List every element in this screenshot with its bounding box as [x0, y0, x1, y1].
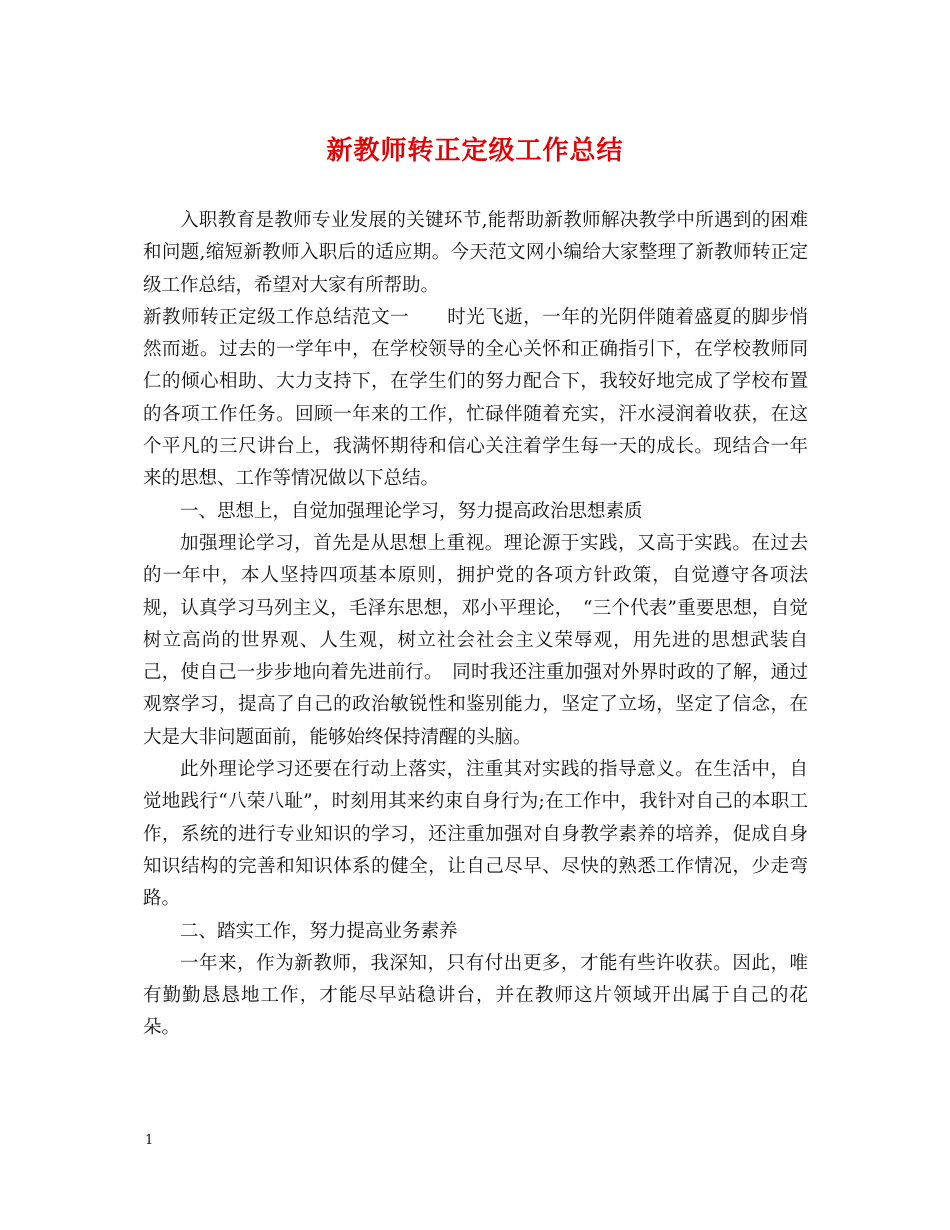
section-heading-two: 二、踏实工作，努力提高业务素养 — [180, 920, 458, 942]
page-number: 1 — [145, 1133, 154, 1148]
document-title: 新教师转正定级工作总结 — [326, 136, 624, 166]
practice-paragraph: 此外理论学习还要在行动上落实，注重其对实践的指导意义。在生活中，自觉地践行“八荣八耻”，时刻用其来约束自身行为;在工作中，我针对自己的本职工作，系统的进行专业知识的学习，还注重加强对自身教学素养的培养，促成自身知识结构的完善和知识体系的健全，让自己尽早、尽快的熟悉工作情况，少走弯路。 — [143, 759, 808, 910]
theory-study-paragraph: 加强理论学习，首先是从思想上重视。理论源于实践，又高于实践。在过去的一年中，本人坚持四项基本原则，拥护党的各项方针政策，自觉遵守各项法规，认真学习马列主义，毛泽东思想，邓小平理论， “三个代表”重要思想，自觉树立高尚的世界观、人生观，树立社会社会主义荣辱观，用先进的思想武装自己，使自己一步步地向着先进前行。 同时我还注重加强对外界时政的了解，通过观察学习，提高了自己的政治敏锐性和鉴别能力，坚定了立场，坚定了信念，在大是大非问题面前，能够始终保持清醒的头脑。 — [143, 532, 808, 748]
intro-paragraph: 入职教育是教师专业发展的关键环节,能帮助新教师解决教学中所遇到的困难和问题,缩短新教师入职后的适应期。今天范文网小编给大家整理了新教师转正定级工作总结，希望对大家有所帮助。 — [143, 210, 808, 296]
work-paragraph: 一年来，作为新教师，我深知，只有付出更多，才能有些许收获。因此，唯有勤勤恳恳地工作，才能尽早站稳讲台，并在教师这片领域开出属于自己的花朵。 — [143, 952, 808, 1039]
document-body — [143, 205, 808, 1045]
sample-one-paragraph: 新教师转正定级工作总结范文一 时光飞逝，一年的光阴伴随着盛夏的脚步悄然而逝。过去的一学年中，在学校领导的全心关怀和正确指引下，在学校教师同仁的倾心相助、大力支持下，在学生们的努力配合下，我较好地完成了学校布置的各项工作任务。回顾一年来的工作，忙碌伴随着充实，汗水浸润着收获，在这个平凡的三尺讲台上，我满怀期待和信心关注着学生每一天的成长。现结合一年来的思想、工作等情况做以下总结。 — [143, 306, 808, 490]
section-heading-one: 一、思想上，自觉加强理论学习，努力提高政治思想素质 — [180, 500, 643, 522]
